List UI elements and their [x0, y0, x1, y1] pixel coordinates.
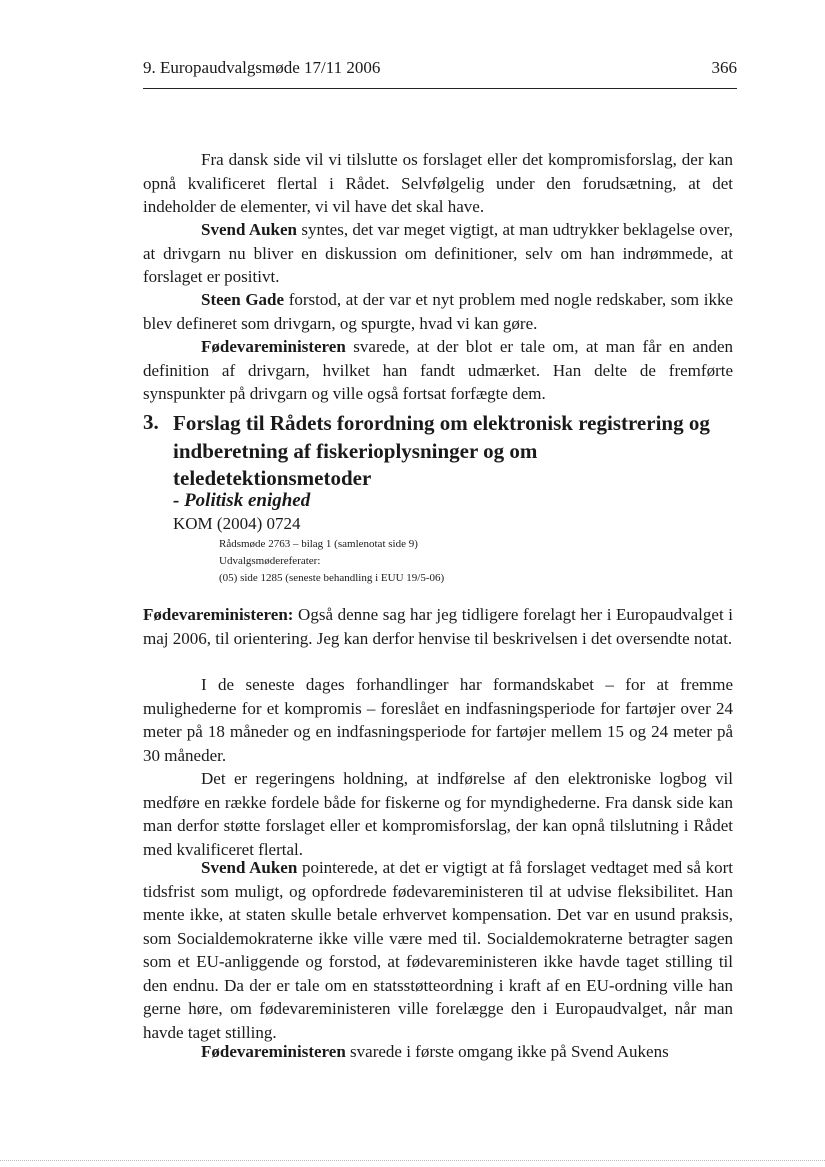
intro-paragraph-3: [143, 288, 733, 335]
document-title: 9. Europaudvalgsmøde 17/11 2006: [143, 58, 381, 77]
section-number: 3.: [143, 410, 159, 434]
meeting-reference: Rådsmøde 2763 – bilag 1 (samlenotat side 9): [219, 538, 418, 550]
kom-reference: KOM (2004) 0724: [173, 514, 301, 533]
scan-edge: [0, 1160, 825, 1161]
speaker-name: Steen Gade: [201, 290, 285, 309]
paragraph-text: syntes, det var meget vigtigt, at man udtrykker beklagelse over, at drivgarn nu bliver en diskussion om definitioner, selv om han indrømmede, at forslaget er positivt.: [143, 220, 733, 286]
paragraph-text: svarede i første omgang ikke på Svend Aukens: [345, 1042, 669, 1061]
section-subtitle: - Politisk enighed: [173, 490, 311, 511]
body-paragraph-4: [143, 856, 733, 1044]
speaker-name: Svend Auken: [201, 220, 297, 239]
paragraph-text: forstod, at der var et nyt problem med nogle redskaber, som ikke blev defineret som drivgarn, og spurgte, hvad vi kan gøre.: [143, 290, 733, 333]
paragraph-text: Også denne sag har jeg tidligere forelagt her i Europaudvalget i maj 2006, til orientering. Jeg kan derfor henvise til beskrivelsen i det oversendte notat.: [143, 605, 733, 648]
intro-paragraph-4: [143, 335, 733, 406]
page-header: [143, 58, 737, 82]
section-title: Forslag til Rådets forordning om elektronisk registrering og indberetning af fiskerioplysninger og om teledetektionsmetoder: [173, 411, 710, 490]
speaker-name: Fødevareministeren:: [143, 605, 294, 624]
body-paragraph-1: [143, 603, 733, 650]
paragraph-text: pointerede, at det er vigtigt at få forslaget vedtaget med så kort tidsfrist som muligt, og opfordrede fødevareministeren til at udvise fleksibilitet. Han mente ikke, at staten skulle betale erhvervet kompensation. Det var en usund praksis, som Socialdemokraterne ikke ville være med til. Socialdemokraterne betragter sagen som et EU-anliggende og forstod, at fødevareministeren ikke havde taget stilling til den endnu. Da der er tale om en statsstøtteordning i kraft af en EU-ordning ville han gerne høre, om fødevareministeren ville forelægge den i Europaudvalget, når man havde taget stilling.: [143, 858, 733, 1042]
minutes-reference: (05) side 1285 (seneste behandling i EUU 19/5-06): [219, 572, 445, 584]
body-paragraph-3: Det er regeringens holdning, at indførelse af den elektroniske logbog vil medføre en række fordele både for fiskerne og for myndighederne. Fra dansk side kan man derfor støtte forslaget eller et kompromisforslag, der kan opnå tilslutning i Rådet med kvalificeret flertal.: [143, 769, 733, 859]
intro-paragraph-1: Fra dansk side vil vi tilslutte os forslaget eller det kompromisforslag, der kan opnå kvalificeret flertal i Rådet. Selvfølgelig under den forudsætning, at det indeholder de elementer, vi vil have det skal have.: [143, 150, 733, 216]
intro-paragraph-2: [143, 218, 733, 289]
body-paragraph-5: [143, 1040, 733, 1064]
paragraph-text: svarede, at der blot er tale om, at man får en anden definition af drivgarn, hvilket han fandt udmærket. Han delte de fremførte synspunkter på drivgarn og ville også fortsat forfægte dem.: [143, 337, 733, 403]
body-paragraph-2: I de seneste dages forhandlinger har formandskabet – for at fremme mulighederne for et kompromis – foreslået en indfasningsperiode for fartøjer over 24 meter på 18 måneder og en indfasningsperiode for fartøjer mellem 15 og 24 meter på 30 måneder.: [143, 675, 733, 765]
speaker-name: Fødevareministeren: [201, 1042, 346, 1061]
speaker-name: Fødevareministeren: [201, 337, 346, 356]
page-number: 366: [711, 58, 737, 77]
header-rule: [143, 88, 737, 89]
minutes-label: Udvalgsmødereferater:: [219, 555, 321, 567]
speaker-name: Svend Auken: [201, 858, 298, 877]
